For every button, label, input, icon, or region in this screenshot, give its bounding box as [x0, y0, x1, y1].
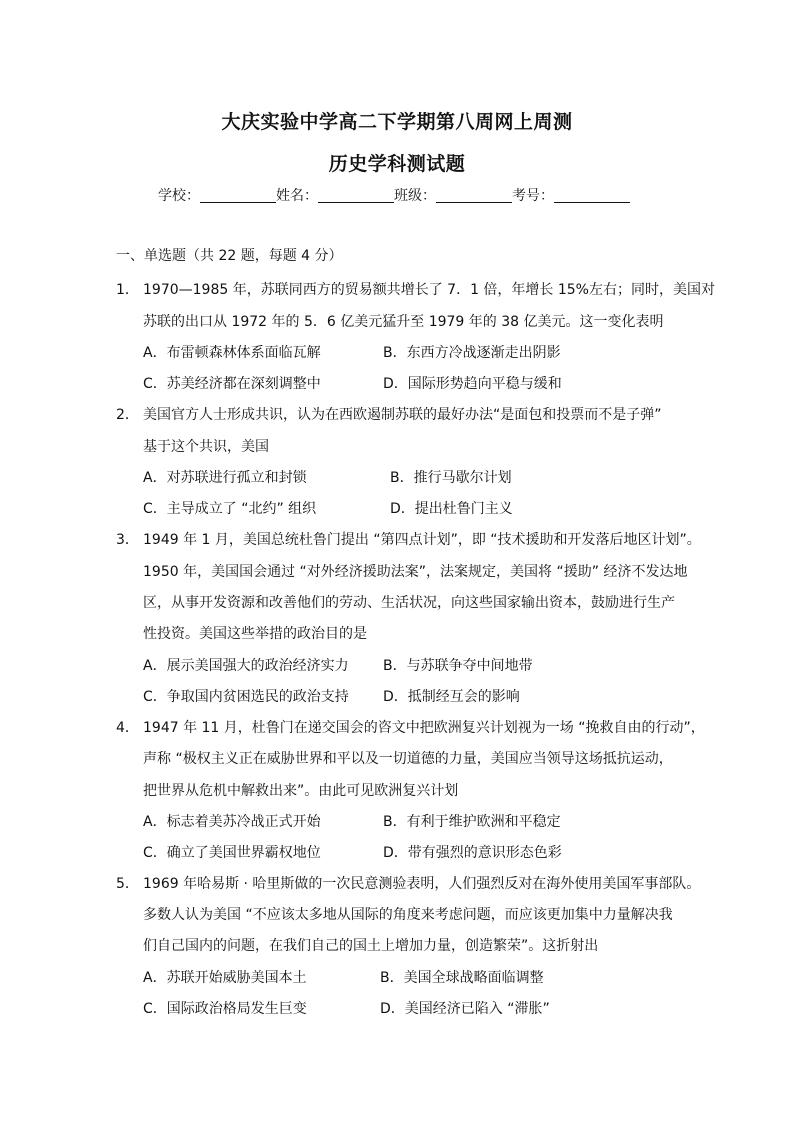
question-text: 基于这个共识，美国	[143, 439, 269, 455]
option-c[interactable]: C．苏美经济都在深刻调整中	[143, 376, 321, 392]
question-text: 美国官方人士形成共识，认为在西欧遏制苏联的最好办法“是面包和投票而不是子弹”	[143, 407, 662, 423]
question-number: 4．	[116, 720, 139, 736]
question-number: 5．	[116, 876, 139, 892]
exam-subtitle: 历史学科测试题	[328, 153, 466, 175]
option-a[interactable]: A．标志着美苏冷战正式开始	[143, 814, 321, 830]
option-a[interactable]: A．苏联开始威胁美国本土	[143, 970, 307, 986]
section-heading: 一、单选题（共 22 题，每题 4 分）	[116, 248, 343, 264]
option-c[interactable]: C．主导成立了 “北约” 组织	[143, 501, 317, 517]
question-text: 1949 年 1 月，美国总统杜鲁门提出 “第四点计划”，即 “技术援助和开发落后地区计划”。	[143, 532, 701, 548]
question-text: 们自己国内的问题，在我们自己的国土上增加力量，创造繁荣”。这折射出	[143, 938, 599, 954]
question-number: 3．	[116, 532, 139, 548]
number-label: 考号：	[512, 188, 554, 204]
question-number: 1．	[116, 282, 139, 298]
option-b[interactable]: B．美国全球战略面临调整	[380, 970, 544, 986]
option-d[interactable]: D．带有强烈的意识形态色彩	[383, 845, 562, 861]
option-a[interactable]: A．对苏联进行孤立和封锁	[143, 470, 307, 486]
question-text: 多数人认为美国 “不应该太多地从国际的角度来考虑问题，而应该更加集中力量解决我	[143, 907, 673, 923]
name-blank[interactable]	[318, 188, 394, 203]
option-c[interactable]: C．确立了美国世界霸权地位	[143, 845, 321, 861]
question-text: 把世界从危机中解救出来”。由此可见欧洲复兴计划	[143, 783, 459, 799]
option-b[interactable]: B．与苏联争夺中间地带	[383, 658, 533, 674]
question-text: 1970—1985 年，苏联同西方的贸易额共增长了 7．1 倍，年增长 15%左右；同时，美国对	[143, 282, 715, 298]
question-text: 声称 “极权主义正在威胁世界和平以及一切道德的力量，美国应当领导这场抵抗运动，	[143, 751, 673, 767]
exam-title: 大庆实验中学高二下学期第八周网上周测	[221, 111, 573, 133]
class-label: 班级：	[394, 188, 436, 204]
question-text: 1969 年哈易斯 · 哈里斯做的一次民意测验表明，人们强烈反对在海外使用美国军事部队。	[143, 876, 701, 892]
question-text: 性投资。美国这些举措的政治目的是	[143, 626, 367, 642]
question-number: 2．	[116, 407, 139, 423]
student-info-line	[158, 185, 630, 205]
name-label: 姓名：	[276, 188, 318, 204]
option-d[interactable]: D．提出杜鲁门主义	[390, 501, 513, 517]
number-blank[interactable]	[554, 188, 630, 203]
option-a[interactable]: A．展示美国强大的政治经济实力	[143, 658, 349, 674]
question-text: 区，从事开发资源和改善他们的劳动、生活状况，向这些国家输出资本，鼓励进行生产	[143, 595, 675, 611]
class-blank[interactable]	[436, 188, 512, 203]
option-b[interactable]: B．推行马歇尔计划	[390, 470, 512, 486]
option-b[interactable]: B．有利于维护欧洲和平稳定	[383, 814, 561, 830]
question-text: 苏联的出口从 1972 年的 5．6 亿美元猛升至 1979 年的 38 亿美元。这一变化表明	[143, 314, 664, 330]
option-a[interactable]: A．布雷顿森林体系面临瓦解	[143, 345, 321, 361]
question-text: 1950 年，美国国会通过 “对外经济援助法案”，法案规定，美国将 “援助” 经济不发达地	[143, 564, 688, 580]
option-d[interactable]: D．抵制经互会的影响	[383, 689, 520, 705]
option-c[interactable]: C．国际政治格局发生巨变	[143, 1001, 307, 1017]
school-label: 学校：	[158, 188, 200, 204]
option-c[interactable]: C．争取国内贫困选民的政治支持	[143, 689, 349, 705]
option-b[interactable]: B．东西方冷战逐渐走出阴影	[383, 345, 561, 361]
school-blank[interactable]	[200, 188, 276, 203]
option-d[interactable]: D．国际形势趋向平稳与缓和	[383, 376, 562, 392]
option-d[interactable]: D．美国经济已陷入 “滞胀”	[380, 1001, 550, 1017]
question-text: 1947 年 11 月，杜鲁门在递交国会的咨文中把欧洲复兴计划视为一场 “挽救自由的行动”，	[143, 720, 705, 736]
